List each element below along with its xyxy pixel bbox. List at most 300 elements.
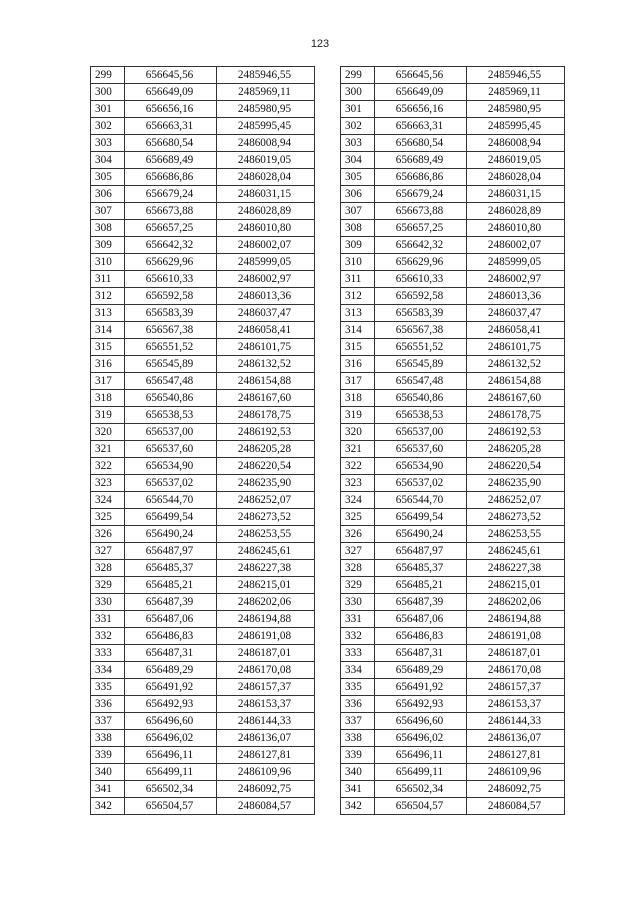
point-number: 323 <box>91 475 125 492</box>
y-coordinate: 2486084,57 <box>467 798 565 815</box>
table-row <box>91 662 315 679</box>
y-coordinate: 2486002,97 <box>467 271 565 288</box>
x-coordinate: 656649,09 <box>375 84 467 101</box>
y-coordinate: 2486136,07 <box>217 730 315 747</box>
y-coordinate: 2486157,37 <box>467 679 565 696</box>
x-coordinate: 656487,39 <box>375 594 467 611</box>
x-coordinate: 656496,02 <box>125 730 217 747</box>
x-coordinate: 656567,38 <box>375 322 467 339</box>
x-coordinate: 656583,39 <box>125 305 217 322</box>
x-coordinate: 656485,21 <box>375 577 467 594</box>
point-number: 335 <box>91 679 125 696</box>
x-coordinate: 656663,31 <box>125 118 217 135</box>
y-coordinate: 2486013,36 <box>217 288 315 305</box>
point-number: 332 <box>341 628 375 645</box>
x-coordinate: 656689,49 <box>375 152 467 169</box>
x-coordinate: 656544,70 <box>125 492 217 509</box>
x-coordinate: 656537,00 <box>125 424 217 441</box>
table-row <box>341 679 565 696</box>
x-coordinate: 656489,29 <box>125 662 217 679</box>
table-row <box>91 509 315 526</box>
table-row <box>91 424 315 441</box>
x-coordinate: 656545,89 <box>375 356 467 373</box>
point-number: 310 <box>341 254 375 271</box>
table-row <box>341 781 565 798</box>
x-coordinate: 656663,31 <box>375 118 467 135</box>
table-row <box>341 560 565 577</box>
point-number: 330 <box>341 594 375 611</box>
x-coordinate: 656629,96 <box>125 254 217 271</box>
y-coordinate: 2486215,01 <box>217 577 315 594</box>
y-coordinate: 2486205,28 <box>467 441 565 458</box>
point-number: 317 <box>341 373 375 390</box>
y-coordinate: 2486178,75 <box>217 407 315 424</box>
point-number: 330 <box>91 594 125 611</box>
point-number: 309 <box>341 237 375 254</box>
x-coordinate: 656657,25 <box>375 220 467 237</box>
y-coordinate: 2486028,89 <box>217 203 315 220</box>
table-row <box>341 356 565 373</box>
x-coordinate: 656492,93 <box>375 696 467 713</box>
y-coordinate: 2486092,75 <box>217 781 315 798</box>
y-coordinate: 2486273,52 <box>467 509 565 526</box>
point-number: 322 <box>91 458 125 475</box>
point-number: 340 <box>341 764 375 781</box>
x-coordinate: 656592,58 <box>375 288 467 305</box>
table-row <box>91 254 315 271</box>
point-number: 325 <box>91 509 125 526</box>
point-number: 329 <box>341 577 375 594</box>
x-coordinate: 656496,11 <box>375 747 467 764</box>
x-coordinate: 656537,60 <box>125 441 217 458</box>
table-row <box>341 288 565 305</box>
table-row <box>341 220 565 237</box>
table-row <box>341 543 565 560</box>
point-number: 313 <box>91 305 125 322</box>
x-coordinate: 656534,90 <box>375 458 467 475</box>
table-row <box>341 152 565 169</box>
table-row <box>91 645 315 662</box>
table-row <box>341 101 565 118</box>
y-coordinate: 2486227,38 <box>467 560 565 577</box>
x-coordinate: 656485,37 <box>375 560 467 577</box>
y-coordinate: 2486002,07 <box>217 237 315 254</box>
point-number: 299 <box>341 67 375 84</box>
table-row <box>341 509 565 526</box>
point-number: 331 <box>341 611 375 628</box>
y-coordinate: 2486235,90 <box>217 475 315 492</box>
x-coordinate: 656487,31 <box>125 645 217 662</box>
table-row <box>341 696 565 713</box>
x-coordinate: 656490,24 <box>125 526 217 543</box>
y-coordinate: 2486253,55 <box>217 526 315 543</box>
table-row <box>341 475 565 492</box>
table-row <box>341 271 565 288</box>
point-number: 318 <box>91 390 125 407</box>
table-row <box>91 730 315 747</box>
y-coordinate: 2486167,60 <box>217 390 315 407</box>
y-coordinate: 2486245,61 <box>217 543 315 560</box>
page-number: 123 <box>310 38 330 50</box>
y-coordinate: 2486136,07 <box>467 730 565 747</box>
x-coordinate: 656502,34 <box>375 781 467 798</box>
point-number: 312 <box>341 288 375 305</box>
table-row <box>91 441 315 458</box>
point-number: 304 <box>341 152 375 169</box>
point-number: 305 <box>341 169 375 186</box>
point-number: 331 <box>91 611 125 628</box>
y-coordinate: 2486058,41 <box>217 322 315 339</box>
point-number: 328 <box>341 560 375 577</box>
y-coordinate: 2486019,05 <box>467 152 565 169</box>
table-row <box>341 186 565 203</box>
y-coordinate: 2486092,75 <box>467 781 565 798</box>
y-coordinate: 2485946,55 <box>467 67 565 84</box>
y-coordinate: 2486215,01 <box>467 577 565 594</box>
y-coordinate: 2486154,88 <box>467 373 565 390</box>
point-number: 306 <box>91 186 125 203</box>
x-coordinate: 656487,97 <box>375 543 467 560</box>
point-number: 299 <box>91 67 125 84</box>
y-coordinate: 2486132,52 <box>467 356 565 373</box>
x-coordinate: 656610,33 <box>125 271 217 288</box>
y-coordinate: 2486144,33 <box>467 713 565 730</box>
x-coordinate: 656487,06 <box>375 611 467 628</box>
y-coordinate: 2486028,04 <box>217 169 315 186</box>
point-number: 300 <box>91 84 125 101</box>
y-coordinate: 2486144,33 <box>217 713 315 730</box>
x-coordinate: 656679,24 <box>125 186 217 203</box>
point-number: 324 <box>341 492 375 509</box>
y-coordinate: 2485946,55 <box>217 67 315 84</box>
table-row <box>341 407 565 424</box>
x-coordinate: 656537,60 <box>375 441 467 458</box>
y-coordinate: 2486220,54 <box>467 458 565 475</box>
x-coordinate: 656491,92 <box>375 679 467 696</box>
y-coordinate: 2486008,94 <box>217 135 315 152</box>
table-row <box>341 645 565 662</box>
table-row <box>91 373 315 390</box>
table-row <box>91 611 315 628</box>
point-number: 310 <box>91 254 125 271</box>
point-number: 328 <box>91 560 125 577</box>
table-row <box>341 237 565 254</box>
y-coordinate: 2486191,08 <box>467 628 565 645</box>
point-number: 319 <box>91 407 125 424</box>
y-coordinate: 2486157,37 <box>217 679 315 696</box>
point-number: 321 <box>91 441 125 458</box>
x-coordinate: 656487,39 <box>125 594 217 611</box>
y-coordinate: 2485980,95 <box>217 101 315 118</box>
table-row <box>91 220 315 237</box>
point-number: 337 <box>341 713 375 730</box>
table-row <box>341 594 565 611</box>
table-row <box>91 135 315 152</box>
x-coordinate: 656680,54 <box>375 135 467 152</box>
table-row <box>91 628 315 645</box>
point-number: 315 <box>91 339 125 356</box>
table-row <box>341 526 565 543</box>
x-coordinate: 656485,21 <box>125 577 217 594</box>
y-coordinate: 2486252,07 <box>467 492 565 509</box>
y-coordinate: 2486194,88 <box>467 611 565 628</box>
point-number: 341 <box>91 781 125 798</box>
table-row <box>341 730 565 747</box>
table-row <box>341 747 565 764</box>
point-number: 329 <box>91 577 125 594</box>
x-coordinate: 656504,57 <box>125 798 217 815</box>
x-coordinate: 656686,86 <box>125 169 217 186</box>
x-coordinate: 656656,16 <box>125 101 217 118</box>
point-number: 333 <box>91 645 125 662</box>
y-coordinate: 2486019,05 <box>217 152 315 169</box>
point-number: 306 <box>341 186 375 203</box>
table-row <box>91 594 315 611</box>
point-number: 300 <box>341 84 375 101</box>
y-coordinate: 2486109,96 <box>467 764 565 781</box>
x-coordinate: 656496,60 <box>125 713 217 730</box>
x-coordinate: 656491,92 <box>125 679 217 696</box>
y-coordinate: 2486235,90 <box>467 475 565 492</box>
x-coordinate: 656610,33 <box>375 271 467 288</box>
point-number: 307 <box>341 203 375 220</box>
table-row <box>91 169 315 186</box>
x-coordinate: 656592,58 <box>125 288 217 305</box>
table-row <box>91 203 315 220</box>
table-row <box>91 526 315 543</box>
coordinate-table-right <box>340 66 565 815</box>
y-coordinate: 2486002,97 <box>217 271 315 288</box>
y-coordinate: 2486101,75 <box>217 339 315 356</box>
y-coordinate: 2486170,08 <box>217 662 315 679</box>
table-row <box>91 271 315 288</box>
table-row <box>341 169 565 186</box>
x-coordinate: 656686,86 <box>375 169 467 186</box>
y-coordinate: 2486037,47 <box>467 305 565 322</box>
point-number: 311 <box>341 271 375 288</box>
table-row <box>341 254 565 271</box>
table-row <box>91 152 315 169</box>
table-row <box>341 118 565 135</box>
y-coordinate: 2486127,81 <box>217 747 315 764</box>
point-number: 324 <box>91 492 125 509</box>
point-number: 318 <box>341 390 375 407</box>
y-coordinate: 2486191,08 <box>217 628 315 645</box>
x-coordinate: 656499,54 <box>375 509 467 526</box>
point-number: 334 <box>341 662 375 679</box>
point-number: 332 <box>91 628 125 645</box>
point-number: 342 <box>91 798 125 815</box>
y-coordinate: 2485980,95 <box>467 101 565 118</box>
y-coordinate: 2486010,80 <box>217 220 315 237</box>
point-number: 335 <box>341 679 375 696</box>
table-row <box>341 322 565 339</box>
x-coordinate: 656673,88 <box>375 203 467 220</box>
table-row <box>91 118 315 135</box>
point-number: 325 <box>341 509 375 526</box>
x-coordinate: 656496,11 <box>125 747 217 764</box>
y-coordinate: 2485969,11 <box>217 84 315 101</box>
y-coordinate: 2486109,96 <box>217 764 315 781</box>
table-row <box>341 611 565 628</box>
x-coordinate: 656504,57 <box>375 798 467 815</box>
point-number: 327 <box>91 543 125 560</box>
point-number: 323 <box>341 475 375 492</box>
y-coordinate: 2485999,05 <box>217 254 315 271</box>
table-row <box>91 407 315 424</box>
x-coordinate: 656538,53 <box>375 407 467 424</box>
table-row <box>341 84 565 101</box>
table-row <box>341 662 565 679</box>
table-row <box>341 798 565 815</box>
table-row <box>341 713 565 730</box>
y-coordinate: 2486037,47 <box>217 305 315 322</box>
y-coordinate: 2486028,89 <box>467 203 565 220</box>
table-row <box>91 458 315 475</box>
point-number: 315 <box>341 339 375 356</box>
point-number: 314 <box>341 322 375 339</box>
y-coordinate: 2486101,75 <box>467 339 565 356</box>
table-row <box>91 101 315 118</box>
table-row <box>341 441 565 458</box>
y-coordinate: 2486002,07 <box>467 237 565 254</box>
table-row <box>341 373 565 390</box>
x-coordinate: 656540,86 <box>375 390 467 407</box>
x-coordinate: 656496,60 <box>375 713 467 730</box>
x-coordinate: 656487,97 <box>125 543 217 560</box>
y-coordinate: 2486013,36 <box>467 288 565 305</box>
y-coordinate: 2486132,52 <box>217 356 315 373</box>
x-coordinate: 656551,52 <box>375 339 467 356</box>
y-coordinate: 2486127,81 <box>467 747 565 764</box>
x-coordinate: 656538,53 <box>125 407 217 424</box>
x-coordinate: 656489,29 <box>375 662 467 679</box>
point-number: 311 <box>91 271 125 288</box>
x-coordinate: 656645,56 <box>375 67 467 84</box>
table-row <box>91 492 315 509</box>
y-coordinate: 2486187,01 <box>467 645 565 662</box>
table-row <box>91 543 315 560</box>
x-coordinate: 656492,93 <box>125 696 217 713</box>
point-number: 341 <box>341 781 375 798</box>
x-coordinate: 656547,48 <box>125 373 217 390</box>
table-row <box>341 458 565 475</box>
point-number: 309 <box>91 237 125 254</box>
table-row <box>341 135 565 152</box>
x-coordinate: 656534,90 <box>125 458 217 475</box>
x-coordinate: 656540,86 <box>125 390 217 407</box>
y-coordinate: 2485999,05 <box>467 254 565 271</box>
x-coordinate: 656679,24 <box>375 186 467 203</box>
table-row <box>91 679 315 696</box>
y-coordinate: 2486178,75 <box>467 407 565 424</box>
table-row <box>91 305 315 322</box>
point-number: 304 <box>91 152 125 169</box>
table-row <box>91 764 315 781</box>
point-number: 326 <box>91 526 125 543</box>
point-number: 336 <box>341 696 375 713</box>
point-number: 338 <box>341 730 375 747</box>
y-coordinate: 2486167,60 <box>467 390 565 407</box>
table-row <box>91 288 315 305</box>
table-row <box>341 67 565 84</box>
y-coordinate: 2486187,01 <box>217 645 315 662</box>
table-row <box>91 84 315 101</box>
x-coordinate: 656487,06 <box>125 611 217 628</box>
point-number: 303 <box>341 135 375 152</box>
y-coordinate: 2486194,88 <box>217 611 315 628</box>
y-coordinate: 2486192,53 <box>217 424 315 441</box>
x-coordinate: 656545,89 <box>125 356 217 373</box>
point-number: 305 <box>91 169 125 186</box>
coordinate-table-right-body <box>341 67 565 815</box>
x-coordinate: 656656,16 <box>375 101 467 118</box>
point-number: 316 <box>91 356 125 373</box>
point-number: 302 <box>91 118 125 135</box>
y-coordinate: 2486202,06 <box>217 594 315 611</box>
x-coordinate: 656673,88 <box>125 203 217 220</box>
table-row <box>91 798 315 815</box>
point-number: 322 <box>341 458 375 475</box>
point-number: 338 <box>91 730 125 747</box>
y-coordinate: 2486010,80 <box>467 220 565 237</box>
point-number: 340 <box>91 764 125 781</box>
coordinate-table-left-body <box>91 67 315 815</box>
y-coordinate: 2486192,53 <box>467 424 565 441</box>
y-coordinate: 2486273,52 <box>217 509 315 526</box>
table-row <box>91 67 315 84</box>
point-number: 301 <box>341 101 375 118</box>
y-coordinate: 2485969,11 <box>467 84 565 101</box>
point-number: 313 <box>341 305 375 322</box>
y-coordinate: 2485995,45 <box>467 118 565 135</box>
x-coordinate: 656567,38 <box>125 322 217 339</box>
x-coordinate: 656487,31 <box>375 645 467 662</box>
table-row <box>341 203 565 220</box>
x-coordinate: 656490,24 <box>375 526 467 543</box>
x-coordinate: 656649,09 <box>125 84 217 101</box>
point-number: 314 <box>91 322 125 339</box>
table-row <box>91 186 315 203</box>
x-coordinate: 656537,00 <box>375 424 467 441</box>
y-coordinate: 2486154,88 <box>217 373 315 390</box>
x-coordinate: 656485,37 <box>125 560 217 577</box>
table-row <box>341 305 565 322</box>
x-coordinate: 656642,32 <box>125 237 217 254</box>
x-coordinate: 656551,52 <box>125 339 217 356</box>
y-coordinate: 2486170,08 <box>467 662 565 679</box>
x-coordinate: 656486,83 <box>125 628 217 645</box>
point-number: 337 <box>91 713 125 730</box>
table-row <box>91 390 315 407</box>
x-coordinate: 656547,48 <box>375 373 467 390</box>
table-row <box>341 492 565 509</box>
point-number: 320 <box>341 424 375 441</box>
table-row <box>91 339 315 356</box>
table-row <box>341 424 565 441</box>
x-coordinate: 656537,02 <box>375 475 467 492</box>
x-coordinate: 656502,34 <box>125 781 217 798</box>
y-coordinate: 2486028,04 <box>467 169 565 186</box>
x-coordinate: 656544,70 <box>375 492 467 509</box>
table-row <box>91 577 315 594</box>
x-coordinate: 656499,54 <box>125 509 217 526</box>
x-coordinate: 656583,39 <box>375 305 467 322</box>
x-coordinate: 656499,11 <box>125 764 217 781</box>
y-coordinate: 2486031,15 <box>217 186 315 203</box>
table-row <box>341 764 565 781</box>
point-number: 302 <box>341 118 375 135</box>
